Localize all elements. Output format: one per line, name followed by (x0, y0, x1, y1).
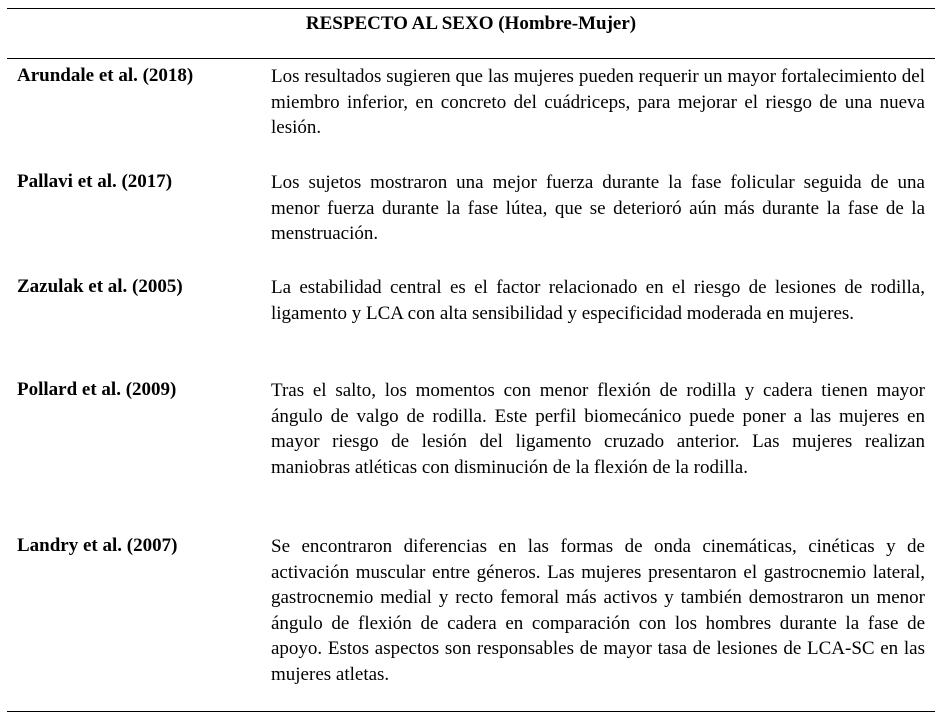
row-finding: Se encontraron diferencias en las formas de onda cinemáticas, cinéticas y de activación muscular entre géneros. Las mujeres presentaron el gastrocnemio lateral, gastrocnemio medial y recto femoral más activos y también demostraron un menor ángulo de flexión de cadera en comparación con los hombres durante la fase de apoyo. Estos aspectos son responsables de mayor tasa de lesiones de LCA-SC en las mujeres atletas. (271, 536, 925, 685)
table-header-rule (7, 58, 935, 59)
row-author: Pallavi et al. (2017) (17, 171, 173, 192)
row-author: Arundale et al. (2018) (17, 65, 194, 86)
row-author: Landry et al. (2007) (17, 535, 178, 556)
row-finding: Los sujetos mostraron una mejor fuerza durante la fase folicular seguida de una menor fuerza durante la fase lútea, que se deterioró aún más durante la fase de la menstruación. (271, 172, 925, 244)
row-author: Zazulak et al. (2005) (17, 276, 183, 297)
table-bottom-rule (7, 711, 935, 712)
table-top-rule (7, 8, 935, 9)
row-finding: La estabilidad central es el factor relacionado en el riesgo de lesiones de rodilla, ligamento y LCA con alta sensibilidad y especificidad moderada en mujeres. (271, 277, 925, 324)
row-author: Pollard et al. (2009) (17, 379, 177, 400)
row-finding: Tras el salto, los momentos con menor flexión de rodilla y cadera tienen mayor ángulo de valgo de rodilla. Este perfil biomecánico puede poner a las mujeres en mayor riesgo de lesión del ligamento cruzado anterior. Las mujeres realizan maniobras atléticas con disminución de la flexión de la rodilla. (271, 380, 925, 478)
table-title: RESPECTO AL SEXO (Hombre-Mujer) (305, 13, 637, 34)
row-finding: Los resultados sugieren que las mujeres pueden requerir un mayor fortalecimiento del miembro inferior, en concreto del cuádriceps, para mejorar el riesgo de una nueva lesión. (271, 66, 925, 138)
